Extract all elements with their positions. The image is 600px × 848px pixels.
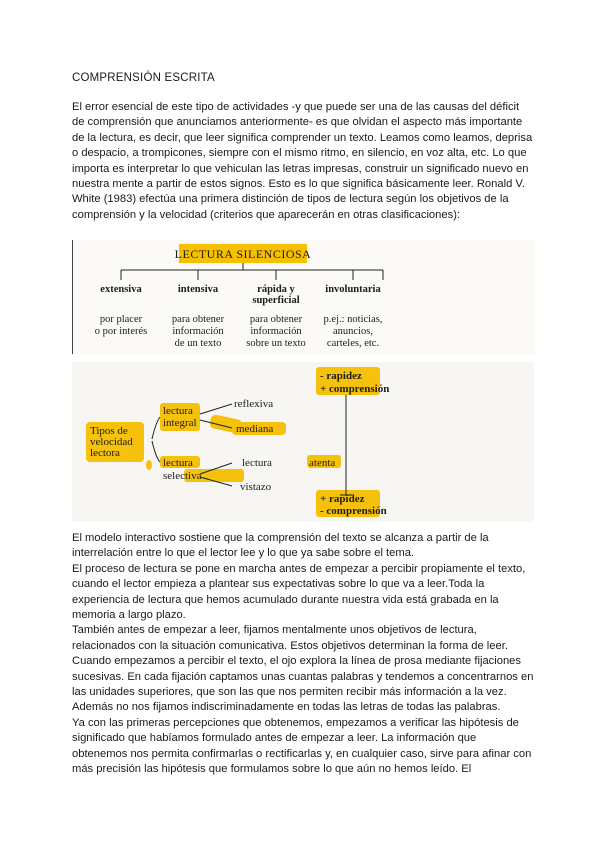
- description-line: información: [250, 326, 302, 337]
- heading-line: involuntaria: [325, 284, 381, 295]
- scale-top-line: + comprensión: [320, 383, 390, 395]
- scale-bottom-line: - comprensión: [320, 505, 387, 517]
- paragraph: El proceso de lectura se pone en marcha antes de empezar a percibir propiamente el texto, cuando el lector empieza a plantear sus expectativas sobre lo que va a leer.Toda la experiencia de lectura que hemos acumulado durante nuestra vida está grabada en la memoria a largo plazo.: [72, 562, 526, 622]
- body-text: [72, 531, 534, 778]
- description-line: por placer: [99, 314, 143, 325]
- root-label-line: velocidad: [90, 436, 133, 448]
- paragraph: El modelo interactivo sostiene que la comprensión del texto se alcanza a partir de la interrelación entre lo que el lector lee y lo que ya sabe sobre el tema.: [72, 532, 489, 560]
- paragraph: Cuando empezamos a percibir el texto, el ojo explora la línea de prosa mediante fijaciones sucesivas. En cada fijación captamos unas cuantas palabras y tendemos a concentrarnos en las unidades superiores, que son las que nos permiten recibir más información a la vez. Además no nos fijamos indiscriminadamente en todas las letras de todas las palabras.: [72, 655, 534, 714]
- heading-line: extensiva: [100, 284, 142, 295]
- diagram-title: LECTURA SILENCIOSA: [174, 247, 312, 261]
- silent-reading-figure: [72, 240, 535, 354]
- column-intensiva: [172, 284, 225, 349]
- leaf-lectura: lectura: [242, 457, 272, 469]
- leaf-mediana: mediana: [236, 423, 274, 435]
- description-line: sobre un texto: [246, 338, 306, 349]
- leaf-vistazo: vistazo: [240, 481, 272, 493]
- root-label-line: lectora: [90, 447, 120, 459]
- branch-integral-line: integral: [163, 417, 197, 429]
- branch-selectiva-line: selectiva: [163, 470, 202, 482]
- scale-bottom-line: + rapidez: [320, 493, 365, 505]
- column-involuntaria: [324, 284, 383, 349]
- tree-lines: [121, 263, 383, 280]
- branch-selectiva-line: lectura: [163, 457, 193, 469]
- page-title: COMPRENSIÓN ESCRITA: [72, 72, 215, 84]
- reading-speed-figure: [72, 362, 534, 522]
- description-line: para obtener: [249, 314, 303, 325]
- heading-line: superficial: [252, 295, 300, 306]
- description-line: de un texto: [174, 338, 222, 349]
- description-line: anuncios,: [333, 326, 373, 337]
- paragraph: Ya con las primeras percepciones que obtenemos, empezamos a verificar las hipótesis de significado que habíamos formulado antes de empezar a leer. La información que obtenemos nos permita confirmarlas o rectificarlas y, en cualquier caso, sirve para afinar con más precisión las hipótesis que formulamos sobre lo que aún no hemos leído. El: [72, 716, 532, 776]
- silent-reading-diagram: [73, 240, 535, 354]
- reading-speed-diagram: [72, 362, 534, 522]
- description-line: carteles, etc.: [326, 338, 380, 349]
- heading-line: rápida y: [257, 284, 295, 295]
- description-line: p.ej.: noticias,: [323, 314, 383, 325]
- paragraph: También antes de empezar a leer, fijamos mentalmente unos objetivos de lectura, relacionados con la situación comunicativa. Estos objetivos determinan la forma de leer.: [72, 624, 508, 652]
- root-label-line: Tipos de: [90, 425, 128, 437]
- branch-integral-line: lectura: [163, 405, 193, 417]
- column-extensiva: [95, 284, 148, 337]
- intro-paragraph: El error esencial de este tipo de actividades -y que puede ser una de las causas del déficit de comprensión que anunciamos anteriormente- es que olvidan el aspecto más importante de la lectura, es decir, que leer significa comprender un texto. Leamos como leamos, deprisa o despacio, a trompicones, siempre con el mismo ritmo, en silencio, en voz alta, etc. Lo que importa es interpretar lo que vehiculan las letras impresas, construir un significado nuevo en nuestra mente a partir de estos signos. Esto es lo que significa básicamente leer. Ronald V. White (1983) efectúa una primera distinción de tipos de lectura según los objetivos de la comprensión y la velocidad (criterios que aparecerán en otras clasificaciones):: [72, 101, 533, 221]
- leaf-atenta: atenta: [309, 457, 336, 469]
- heading-line: intensiva: [177, 284, 219, 295]
- description-line: información: [172, 326, 224, 337]
- scale-top-line: - rapidez: [320, 370, 362, 382]
- leaf-reflexiva: reflexiva: [234, 398, 274, 410]
- description-line: para obtener: [171, 314, 225, 325]
- description-line: o por interés: [94, 326, 148, 337]
- column-rapida-superficial: [246, 284, 306, 349]
